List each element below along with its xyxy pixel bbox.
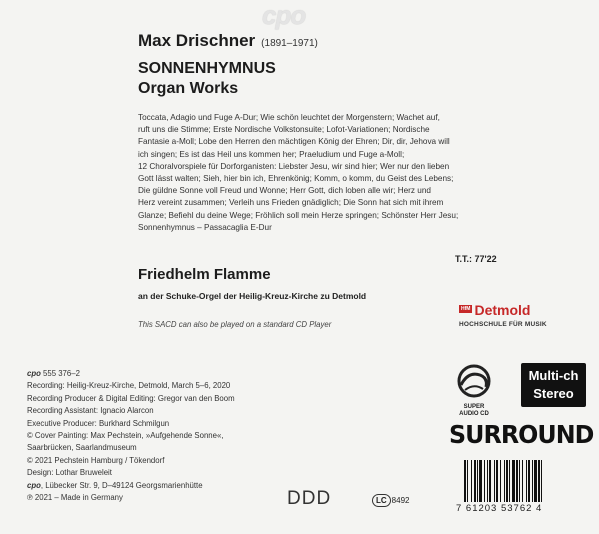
hfm-detmold-logo	[459, 302, 547, 328]
made-in-line: ℗ 2021 – Made in Germany	[27, 493, 123, 503]
barcode-bar	[516, 460, 518, 502]
credit-line: Recording Producer & Digital Editing: Gregor van den Boom	[27, 393, 235, 403]
catalog-number: 555 376–2	[43, 369, 80, 378]
multich-line-2: Stereo	[533, 386, 574, 401]
credit-line: Design: Lothar Bruweleit	[27, 468, 112, 478]
hfm-badge: HfM	[461, 306, 471, 312]
credit-line: Saarbrücken, Saarlandmuseum	[27, 443, 137, 453]
barcode-bar	[500, 460, 501, 502]
address-label: cpo	[27, 480, 41, 490]
total-time: T.T.: 77'22	[455, 254, 497, 264]
barcode-bar	[504, 460, 505, 502]
barcode-bar	[532, 460, 533, 502]
barcode-bar	[484, 460, 485, 502]
credit-line: © Cover Painting: Max Pechstein, »Aufgehende Sonne«,	[27, 431, 224, 441]
composer-dates: (1891–1971)	[261, 38, 318, 49]
multichannel-stereo-badge	[521, 363, 586, 407]
credit-line: Recording: Heilig-Kreuz-Kirche, Detmold, March 5–6, 2020	[27, 381, 231, 391]
works-line: Die güldne Sonne voll Freud und Wonne; Herr Gott, dich loben alle wir; Herz und	[138, 186, 431, 196]
barcode-bar	[464, 460, 466, 502]
barcode-bar	[506, 460, 508, 502]
credit-line: © 2021 Pechstein Hamburg / Tökendorf	[27, 455, 165, 465]
catalog-line	[27, 368, 357, 380]
ddd-code: DDD	[287, 488, 332, 509]
catalog-label: cpo	[27, 369, 41, 378]
super-audio-cd-logo	[448, 363, 500, 417]
performer-name: Friedhelm Flamme	[138, 266, 271, 283]
sacd-compat-note: This SACD can also be played on a standard CD Player	[138, 320, 332, 329]
venue-line: an der Schuke-Orgel der Heilig-Kreuz-Kirche zu Detmold	[138, 291, 367, 301]
composer-name: Max Drischner	[138, 31, 256, 50]
barcode-bar	[538, 460, 540, 502]
works-line: ich singen; Es ist das Heil uns kommen her; Praeludium und Fuge a-Moll;	[138, 149, 405, 159]
sacd-disc-icon	[448, 363, 500, 399]
works-line: Sonnenhymnus – Passacaglia E-Dur	[138, 222, 272, 232]
hfm-name: Detmold	[474, 302, 531, 318]
lc-mark: LC	[372, 494, 391, 507]
barcode-bar	[541, 460, 542, 502]
barcode-bar	[512, 460, 515, 502]
works-line: Herz vereint zusammen; Verleih uns Frieden gnädiglich; Die Sonn hat sich mit ihrem	[138, 198, 444, 208]
barcode-bar	[519, 460, 520, 502]
barcode-bar	[522, 460, 523, 502]
album-subtitle: Organ Works	[138, 80, 239, 97]
credits-block	[27, 368, 357, 504]
composer-heading	[138, 31, 318, 51]
lc-number: 8492	[391, 496, 410, 505]
barcode-bar	[477, 460, 478, 502]
barcode-bar	[474, 460, 476, 502]
sacd-caption-2: AUDIO CD	[459, 411, 489, 417]
works-line: ruft uns die Stimme; Erste Nordische Volkstonsuite; Lofot-Variationen; Nordische	[138, 125, 430, 135]
cpo-logo: cpo	[262, 0, 306, 30]
barcode-bar	[534, 460, 537, 502]
barcode-bar	[471, 460, 472, 502]
multich-line-1: Multi-ch	[528, 368, 579, 383]
works-line: Glanze; Befiehl du deine Wege; Fröhlich soll mein Herze springen; Schönster Herr Jesu;	[138, 210, 459, 220]
barcode-bar	[479, 460, 482, 502]
address-text: , Lübecker Str. 9, D–49124 Georgsmarienhütte	[40, 480, 203, 490]
works-list	[138, 112, 553, 234]
barcode-bar	[487, 460, 488, 502]
works-line: Toccata, Adagio und Fuge A-Dur; Wie schön leuchtet der Morgenstern; Wachet auf,	[138, 113, 440, 122]
barcode-bar	[528, 460, 530, 502]
barcode-bar	[496, 460, 498, 502]
label-code	[372, 490, 409, 508]
barcode-bar	[489, 460, 491, 502]
surround-badge: SURROUND	[449, 420, 594, 449]
works-line: Fantasie a-Moll; Lobe den Herren den mächtigen König der Ehren; Dir, dir, Jehova will	[138, 137, 450, 147]
album-title: SONNENHYMNUS	[138, 60, 276, 77]
barcode-bar	[509, 460, 510, 502]
works-line: Gott lässt walten; Sieh, hier bin ich, Ehrenkönig; Komm, o komm, du Geist des Lebens;	[138, 174, 454, 184]
barcode-bar	[526, 460, 527, 502]
credit-line: Recording Assistant: Ignacio Alarcon	[27, 406, 154, 416]
barcode-bar	[494, 460, 495, 502]
barcode-digits: 7 61203 53762 4	[456, 503, 543, 514]
hfm-subtitle: HOCHSCHULE FÜR MUSIK	[459, 321, 547, 328]
credit-line: Executive Producer: Burkhard Schmilgun	[27, 418, 170, 428]
sacd-caption-1: SUPER	[463, 404, 485, 410]
works-line: 12 Choralvorspiele für Dorforganisten: Liebster Jesu, wir sind hier; Wer nur den lieben	[138, 161, 450, 171]
barcode-bar	[467, 460, 468, 502]
